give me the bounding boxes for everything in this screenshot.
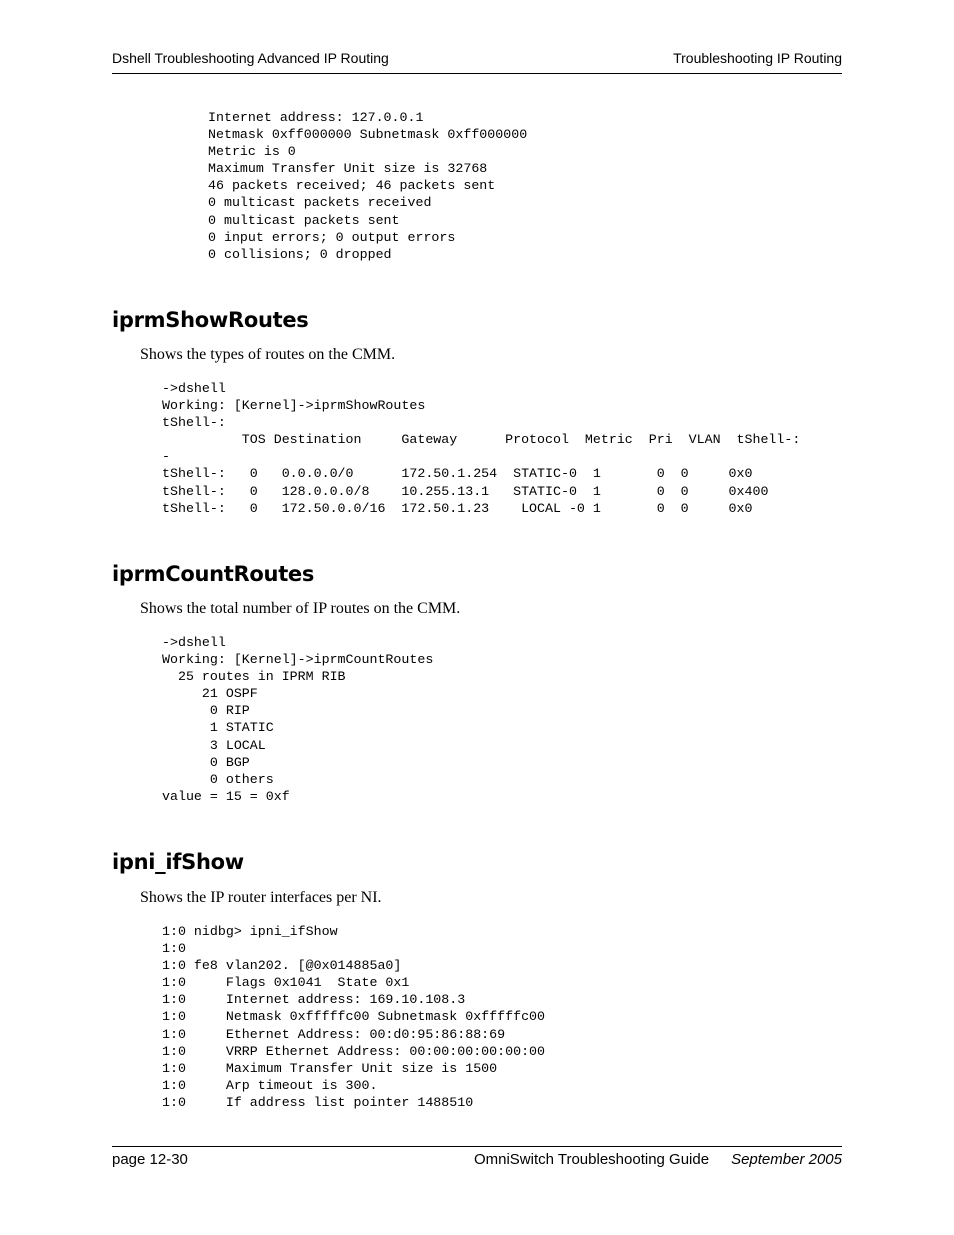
guide-title: OmniSwitch Troubleshooting Guide — [473, 1151, 710, 1168]
section-title-ipni-ifshow: ipni_ifShow — [112, 850, 244, 874]
section-description-ipni-ifshow: Shows the IP router interfaces per NI. — [140, 889, 382, 906]
section-description-iprmcountroutes: Shows the total number of IP routes on the CMM. — [140, 600, 461, 617]
code-block-iprmshowroutes: ->dshell Working: [Kernel]->iprmShowRoutes tShell-: TOS Destination Gateway Protocol Metric Pri VLAN tShell-: - tShell-: 0 0.0.0.0/0 172.50.1.254 STATIC-0 1 0 0 0x0 tShell-: 0 128.0.0.0/8 10.255.13.1 STATIC-0 1 0 0 0x400 tShell-: 0 172.50.0.0/16 172.50.1.23 LOCAL -0 1 0 0 0x0 — [162, 381, 801, 516]
header-left-text: Dshell Troubleshooting Advanced IP Routing — [112, 50, 389, 66]
header-right-text: Troubleshooting IP Routing — [673, 50, 842, 66]
footer-right — [474, 1151, 842, 1168]
code-block-iprmcountroutes: ->dshell Working: [Kernel]->iprmCountRoutes 25 routes in IPRM RIB 21 OSPF 0 RIP 1 STATIC 3 LOCAL 0 BGP 0 others value = 15 = 0xf — [162, 635, 434, 804]
running-header — [112, 50, 842, 66]
code-block-ipni-ifshow: 1:0 nidbg> ipni_ifShow 1:0 1:0 fe8 vlan202. [@0x014885a0] 1:0 Flags 0x1041 State 0x1 1:0 Internet address: 169.10.108.3 1:0 Netmask 0xfffffc00 Subnetmask 0xfffffc00 1:0 Ethernet Address: 00:d0:95:86:88:69 1:0 VRRP Ethernet Address: 00:00:00:00:00:00 1:0 Maximum Transfer Unit size is 1500 1:0 Arp timeout is 300. 1:0 If address list pointer 1488510 — [162, 924, 546, 1110]
footer-rule — [112, 1146, 842, 1147]
header-rule — [112, 73, 842, 74]
intro-code-block: Internet address: 127.0.0.1 Netmask 0xff000000 Subnetmask 0xff000000 Metric is 0 Maximum Transfer Unit size is 32768 46 packets received; 46 packets sent 0 multicast packets received 0 multicast packets sent 0 input errors; 0 output errors 0 collisions; 0 dropped — [208, 110, 528, 262]
section-title-iprmcountroutes: iprmCountRoutes — [112, 562, 315, 586]
running-footer — [112, 1151, 842, 1168]
section-description-iprmshowroutes: Shows the types of routes on the CMM. — [140, 346, 396, 363]
section-title-iprmshowroutes: iprmShowRoutes — [112, 308, 309, 332]
page-number: page 12-30 — [112, 1151, 188, 1168]
publication-date: September 2005 — [731, 1151, 842, 1168]
